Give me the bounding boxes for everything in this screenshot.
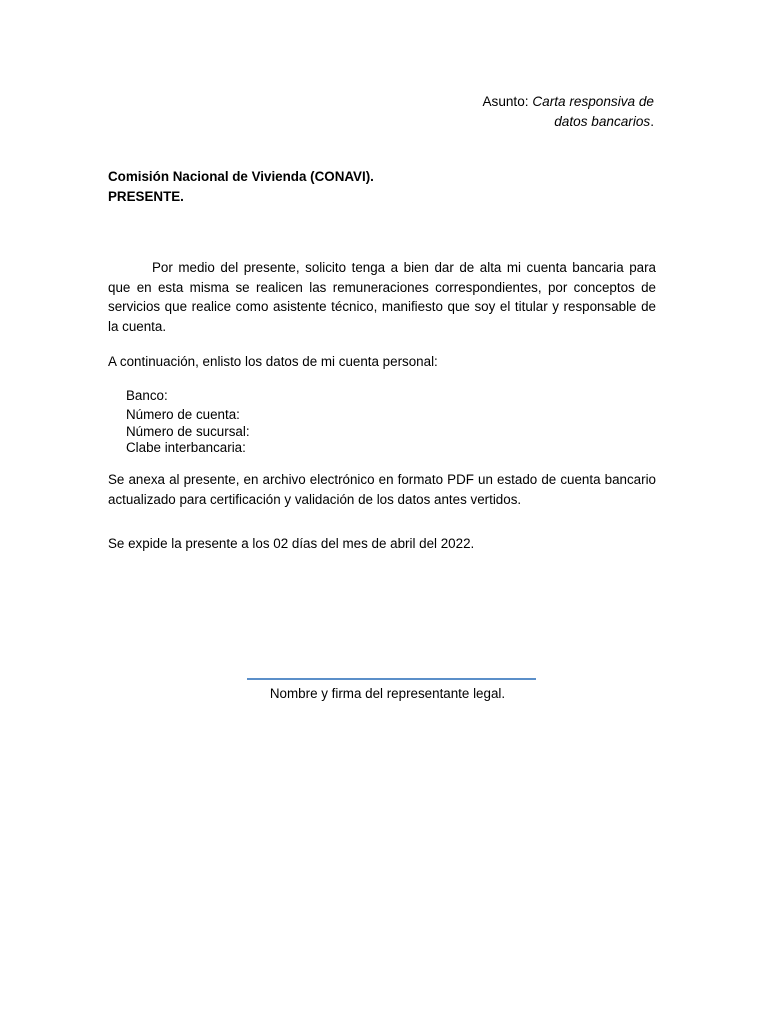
bank-field-clabe: Clabe interbancaria:	[126, 440, 246, 455]
addressee-block	[108, 167, 374, 207]
addressee-name: Comisión Nacional de Vivienda (CONAVI).	[108, 169, 374, 184]
body-paragraph-request: Por medio del presente, solicito tenga a bien dar de alta mi cuenta bancaria para que en esta misma se realicen las remuneraciones correspondientes, por conceptos de servicios que realice como asistente técnico, manifiesto que soy el titular y responsable de la cuenta.	[108, 260, 656, 334]
signature-line	[247, 678, 536, 680]
bank-field-banco: Banco:	[126, 388, 168, 403]
signature-label: Nombre y firma del representante legal.	[269, 686, 506, 701]
subject-line-2	[482, 112, 654, 132]
subject-block	[482, 92, 654, 132]
bank-fields-list	[126, 386, 250, 456]
bank-field-numero-cuenta: Número de cuenta:	[126, 407, 240, 422]
subject-label: Asunto:	[482, 94, 529, 109]
subject-period: .	[650, 114, 654, 129]
subject-line-1	[482, 92, 654, 112]
addressee-greeting: PRESENTE.	[108, 189, 184, 204]
bank-field-numero-sucursal: Número de sucursal:	[126, 424, 250, 439]
subject-title-part-1: Carta responsiva de	[532, 94, 654, 109]
body-paragraph-date: Se expide la presente a los 02 días del mes de abril del 2022.	[108, 536, 475, 551]
body-paragraph-attachment: Se anexa al presente, en archivo electrónico en formato PDF un estado de cuenta bancario actualizado para certificación y validación de los datos antes vertidos.	[108, 472, 656, 507]
subject-title-part-2: datos bancarios	[554, 114, 651, 129]
body-paragraph-list-intro: A continuación, enlisto los datos de mi cuenta personal:	[108, 354, 438, 369]
